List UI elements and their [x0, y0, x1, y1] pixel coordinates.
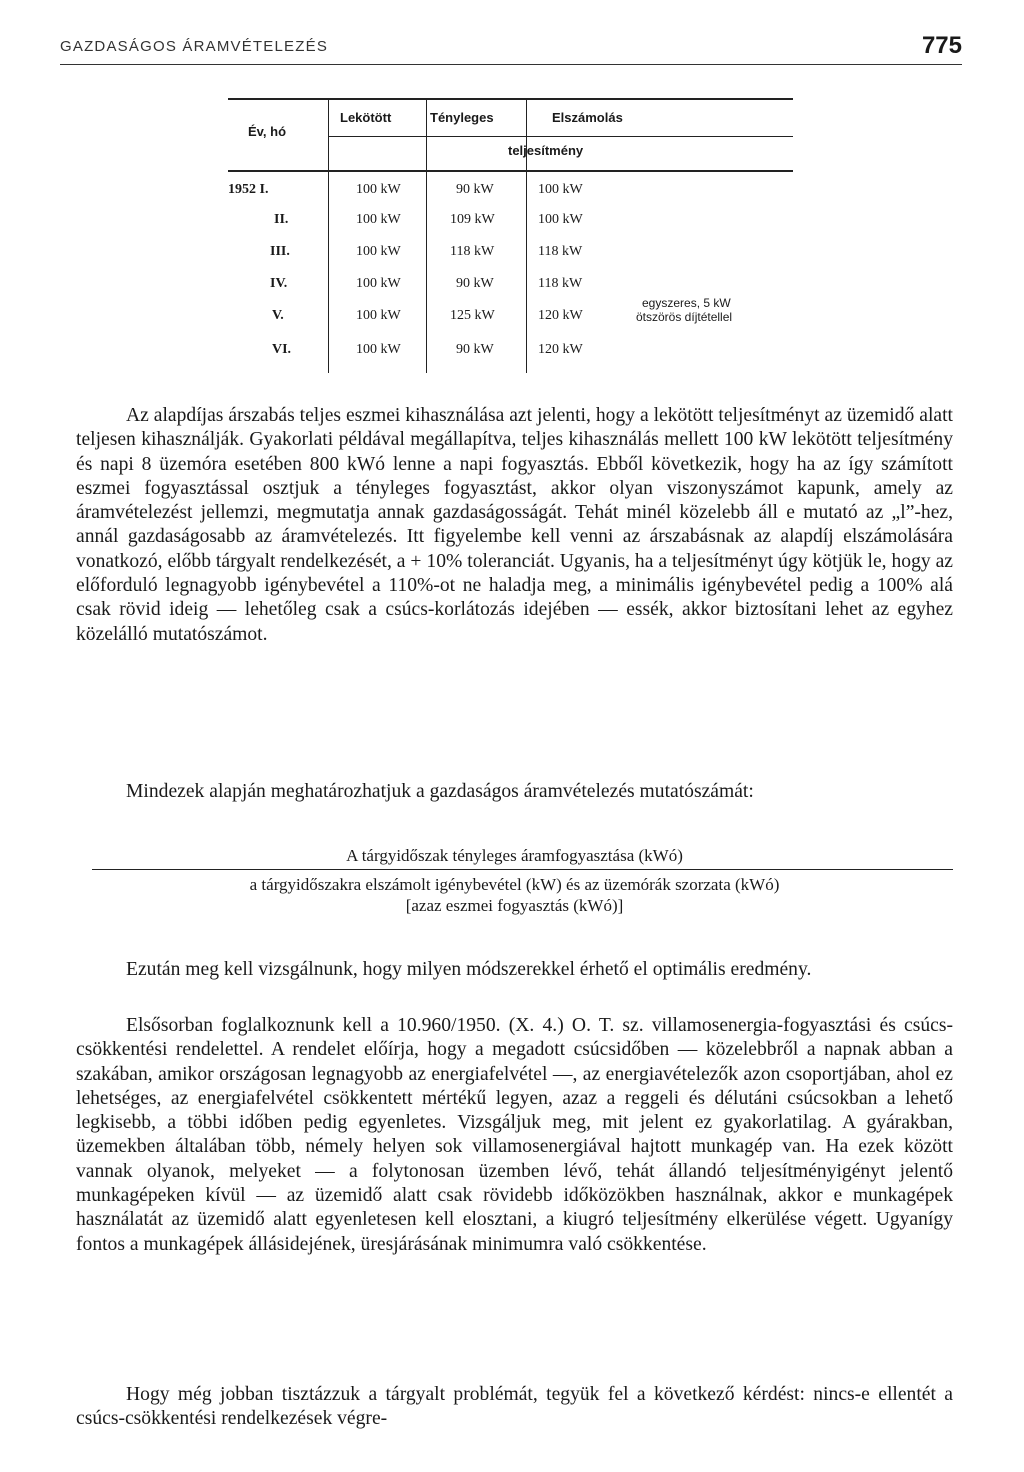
row-billed: 120 kW [538, 308, 583, 323]
header-year: Év, hó [248, 124, 287, 139]
row-actual: 118 kW [450, 244, 495, 259]
tariff-note-line2: ötszörös díjtétellel [636, 310, 733, 324]
table-col-rule-1 [328, 98, 329, 373]
row-billed: 118 kW [538, 244, 583, 259]
paragraph-4 [76, 1014, 953, 1257]
paragraph-2 [76, 780, 953, 804]
formula-denominator-line1: a tárgyidőszakra elszámolt igénybevétel (kW) és az üzemórák szorzata (kWó) [249, 875, 780, 894]
row-actual: 90 kW [456, 276, 494, 291]
tariff-note [636, 296, 732, 324]
paragraph-text: Elsősorban foglalkoznunk kell a 10.960/1950. (X. 4.) O. T. sz. villamosenergia-fogyasztási és csúcs-csökkentési rendelettel. A rendelet előírja, hogy a megadott csúcsidőben — közelebbről a napnak abban a szakában, amikor országosan legnagyobb az energiafelvétel —, az energiavételezők azon csoportjában, ahol ez lehetséges, az energiafelvétel csökkentett mértékű legyen, azaz a reggeli és délutáni csúcsokban a lehető legkisebb, a többi időben pedig egyenletes. Vizsgáljuk meg, mit jelent ez gyakorlatilag. A gyárakban, üzemekben általában több, némely helyen sok villamosenergiával hajtott munkagép van. Ha ezek között vannak olyanok, melyeket — a folytonosan üzemben lévő, tehát állandó teljesítményigényt jelentő munkagépeken kívül — az üzemidő alatt csak rövidebb időközökben használnak, akkor e munkagépek használatát az üzemidő alatt egyenletesen kell elosztani, a kiugró teljesítmény elkerülése végett. Ugyanígy fontos a munkagépek állásidejének, üresjárásának minimumra való csökkentése. [76, 1015, 953, 1255]
row-actual: 90 kW [456, 342, 494, 357]
row-billed: 118 kW [538, 276, 583, 291]
row-reserved: 100 kW [356, 308, 401, 323]
row-year: II. [274, 212, 289, 227]
formula-denominator-line2: [azaz eszmei fogyasztás (kWó)] [405, 896, 624, 915]
row-reserved: 100 kW [356, 182, 401, 197]
formula-numerator: A tárgyidőszak tényleges áramfogyasztása (kWó) [346, 846, 683, 865]
header-performance: teljesítmény [508, 143, 584, 158]
table-top-rule [228, 98, 793, 100]
row-billed: 100 kW [538, 182, 583, 197]
paragraph-5 [76, 1383, 953, 1432]
page-header [60, 30, 962, 65]
formula-fraction-bar [92, 869, 953, 870]
paragraph-text: Mindezek alapján meghatározhatjuk a gazdaságos áramvételezés mutatószámát: [126, 781, 754, 802]
paragraph-3 [76, 958, 953, 982]
row-year: V. [272, 308, 284, 323]
row-actual: 109 kW [450, 212, 495, 227]
page-number: 775 [921, 32, 962, 59]
paragraph-text: Az alapdíjas árszabás teljes eszmei kihasználása azt jelenti, hogy a lekötött teljesítményt az üzemidő alatt teljesen kihasználják. Gyakorlati példával megállapítva, teljes kihasználás mellett 100 kW lekötött teljesítmény és napi 8 üzemóra esetében 800 kWó lenne a napi fogyasztás. Ebből következik, hogy ha az így számított eszmei fogyasztással osztjuk a tényleges fogyasztást, akkor olyan viszonyszámot kapunk, amely az áramvételezést jellemzi, megmutatja annak gazdaságosságát. Tehát minél közelebb áll e mutató az „l”-hez, annál gazdaságosabb az áramvételezés. Itt figyelembe kell venni az árszabásnak az alapdíj elszámolására vonatkozó, előbb tárgyalt rendelkezését, a + 10% toleranciát. Ugyanis, ha a teljesítményt úgy kötjük le, hogy az előforduló legnagyobb igénybevétel a 110%-ot ne haladja meg, a minimális igénybevétel pedig a 100% alá csak rövid ideig — lehetőleg csak a csúcs-korlátozás idejében — essék, akkor biztosítani lehet az egyhez közelálló mutatószámot. [76, 405, 953, 645]
table-col-rule-3 [526, 98, 527, 373]
tariff-note-line1: egyszeres, 5 kW [642, 296, 731, 310]
header-billed: Elszámolás [552, 110, 623, 125]
table-col-rule-2 [426, 98, 427, 373]
header-reserved: Lekötött [340, 110, 392, 125]
row-year: IV. [270, 276, 288, 291]
row-reserved: 100 kW [356, 276, 401, 291]
row-billed: 120 kW [538, 342, 583, 357]
table-subheader-rule [328, 136, 793, 137]
row-actual: 125 kW [450, 308, 495, 323]
row-year: III. [270, 244, 290, 259]
row-actual: 90 kW [456, 182, 494, 197]
row-reserved: 100 kW [356, 212, 401, 227]
paragraph-text: Ezután meg kell vizsgálnunk, hogy milyen módszerekkel érhető el optimális eredmény. [126, 959, 812, 980]
header-actual: Tényleges [430, 110, 494, 125]
paragraph-1 [76, 404, 953, 647]
consumption-table [228, 98, 793, 378]
row-billed: 100 kW [538, 212, 583, 227]
row-year: 1952 I. [228, 182, 269, 197]
row-year: VI. [272, 342, 292, 357]
row-reserved: 100 kW [356, 244, 401, 259]
running-title: GAZDASÁGOS ÁRAMVÉTELEZÉS [60, 38, 329, 55]
row-reserved: 100 kW [356, 342, 401, 357]
paragraph-text: Hogy még jobban tisztázzuk a tárgyalt problémát, tegyük fel a következő kérdést: nincs-e ellentét a csúcs-csökkentési rendelkezések végre- [76, 1384, 953, 1430]
efficiency-formula [76, 846, 953, 916]
table-header-rule [228, 170, 793, 172]
